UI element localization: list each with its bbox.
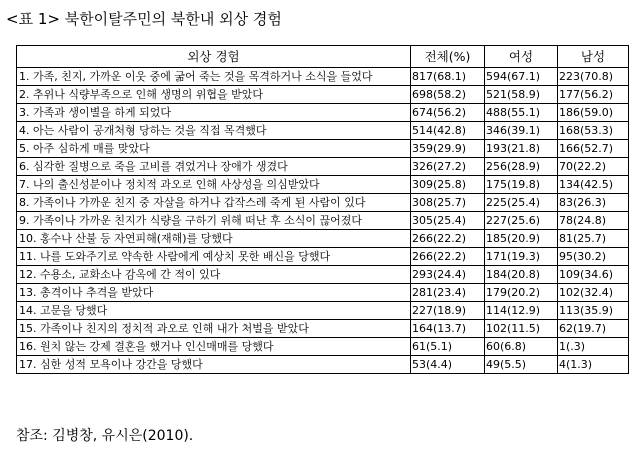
male-count-cell: 62(19.7): [558, 320, 629, 338]
female-count-cell: 488(55.1): [485, 104, 558, 122]
table-row: [17, 284, 629, 302]
trauma-item-cell: 1. 가족, 친지, 가까운 이웃 중에 굶어 죽는 것을 목격하거나 소식을 들었다: [17, 68, 411, 86]
female-count-cell: 49(5.5): [485, 356, 558, 374]
male-count-cell: 78(24.8): [558, 212, 629, 230]
male-count-cell: 134(42.5): [558, 176, 629, 194]
total-count-cell: 326(27.2): [411, 158, 485, 176]
trauma-item-cell: 13. 총격이나 추격을 받았다: [17, 284, 411, 302]
female-count-cell: 193(21.8): [485, 140, 558, 158]
total-count-cell: 227(18.9): [411, 302, 485, 320]
trauma-item-cell: 3. 가족과 생이별을 하게 되었다: [17, 104, 411, 122]
trauma-item-cell: 8. 가족이나 가까운 친지 중 자살을 하거나 갑작스레 죽게 된 사람이 있다: [17, 194, 411, 212]
male-count-cell: 223(70.8): [558, 68, 629, 86]
table-row: [17, 320, 629, 338]
table-row: [17, 122, 629, 140]
table-body: [17, 68, 629, 374]
total-count-cell: 309(25.8): [411, 176, 485, 194]
male-count-cell: 168(53.3): [558, 122, 629, 140]
table-row: [17, 356, 629, 374]
total-count-cell: 266(22.2): [411, 248, 485, 266]
trauma-item-cell: 6. 심각한 질병으로 죽을 고비를 겪었거나 장애가 생겼다: [17, 158, 411, 176]
table-row: [17, 338, 629, 356]
table-row: [17, 266, 629, 284]
total-count-cell: 359(29.9): [411, 140, 485, 158]
trauma-item-cell: 15. 가족이나 친지의 정치적 과오로 인해 내가 처벌을 받았다: [17, 320, 411, 338]
table-row: [17, 302, 629, 320]
table-row: [17, 212, 629, 230]
table-row: [17, 158, 629, 176]
total-count-cell: 53(4.4): [411, 356, 485, 374]
trauma-item-cell: 14. 고문을 당했다: [17, 302, 411, 320]
total-count-cell: 266(22.2): [411, 230, 485, 248]
male-count-cell: 83(26.3): [558, 194, 629, 212]
table-row: [17, 68, 629, 86]
female-count-cell: 594(67.1): [485, 68, 558, 86]
female-count-cell: 346(39.1): [485, 122, 558, 140]
male-count-cell: 70(22.2): [558, 158, 629, 176]
male-count-cell: 4(1.3): [558, 356, 629, 374]
table-row: [17, 86, 629, 104]
table-row: [17, 230, 629, 248]
table-header-row: [17, 46, 629, 68]
trauma-item-cell: 7. 나의 출신성분이나 정치적 과오로 인해 사상성을 의심받았다: [17, 176, 411, 194]
trauma-item-cell: 10. 홍수나 산불 등 자연피해(재해)를 당했다: [17, 230, 411, 248]
table-row: [17, 194, 629, 212]
female-count-cell: 184(20.8): [485, 266, 558, 284]
male-count-cell: 109(34.6): [558, 266, 629, 284]
female-count-cell: 256(28.9): [485, 158, 558, 176]
trauma-item-cell: 2. 추위나 식량부족으로 인해 생명의 위협을 받았다: [17, 86, 411, 104]
table-row: [17, 140, 629, 158]
trauma-experience-table: [16, 45, 629, 374]
table-row: [17, 248, 629, 266]
female-count-cell: 60(6.8): [485, 338, 558, 356]
trauma-item-cell: 12. 수용소, 교화소나 감옥에 간 적이 있다: [17, 266, 411, 284]
male-count-cell: 186(59.0): [558, 104, 629, 122]
header-male: 남성: [558, 46, 629, 68]
female-count-cell: 227(25.6): [485, 212, 558, 230]
female-count-cell: 521(58.9): [485, 86, 558, 104]
total-count-cell: 281(23.4): [411, 284, 485, 302]
male-count-cell: 177(56.2): [558, 86, 629, 104]
total-count-cell: 293(24.4): [411, 266, 485, 284]
total-count-cell: 514(42.8): [411, 122, 485, 140]
header-trauma-experience: 외상 경험: [17, 46, 411, 68]
trauma-item-cell: 9. 가족이나 가까운 친지가 식량을 구하기 위해 떠난 후 소식이 끊어졌다: [17, 212, 411, 230]
trauma-item-cell: 11. 나를 도와주기로 약속한 사람에게 예상치 못한 배신을 당했다: [17, 248, 411, 266]
female-count-cell: 175(19.8): [485, 176, 558, 194]
male-count-cell: 102(32.4): [558, 284, 629, 302]
female-count-cell: 225(25.4): [485, 194, 558, 212]
trauma-item-cell: 16. 원치 않는 강제 결혼을 했거나 인신매매를 당했다: [17, 338, 411, 356]
male-count-cell: 166(52.7): [558, 140, 629, 158]
male-count-cell: 95(30.2): [558, 248, 629, 266]
total-count-cell: 308(25.7): [411, 194, 485, 212]
female-count-cell: 171(19.3): [485, 248, 558, 266]
female-count-cell: 185(20.9): [485, 230, 558, 248]
total-count-cell: 164(13.7): [411, 320, 485, 338]
trauma-item-cell: 5. 아주 심하게 매를 맞았다: [17, 140, 411, 158]
female-count-cell: 102(11.5): [485, 320, 558, 338]
female-count-cell: 179(20.2): [485, 284, 558, 302]
trauma-item-cell: 4. 아는 사람이 공개처형 당하는 것을 직접 목격했다: [17, 122, 411, 140]
total-count-cell: 674(56.2): [411, 104, 485, 122]
header-total-percent: 전체(%): [411, 46, 485, 68]
header-female: 여성: [485, 46, 558, 68]
female-count-cell: 114(12.9): [485, 302, 558, 320]
male-count-cell: 1(.3): [558, 338, 629, 356]
male-count-cell: 81(25.7): [558, 230, 629, 248]
total-count-cell: 698(58.2): [411, 86, 485, 104]
source-note: 참조: 김병창, 유시은(2010).: [16, 428, 194, 444]
male-count-cell: 113(35.9): [558, 302, 629, 320]
total-count-cell: 61(5.1): [411, 338, 485, 356]
trauma-item-cell: 17. 심한 성적 모욕이나 강간을 당했다: [17, 356, 411, 374]
total-count-cell: 305(25.4): [411, 212, 485, 230]
table-title: <표 1> 북한이탈주민의 북한내 외상 경험: [6, 10, 282, 28]
table-row: [17, 104, 629, 122]
total-count-cell: 817(68.1): [411, 68, 485, 86]
table-row: [17, 176, 629, 194]
